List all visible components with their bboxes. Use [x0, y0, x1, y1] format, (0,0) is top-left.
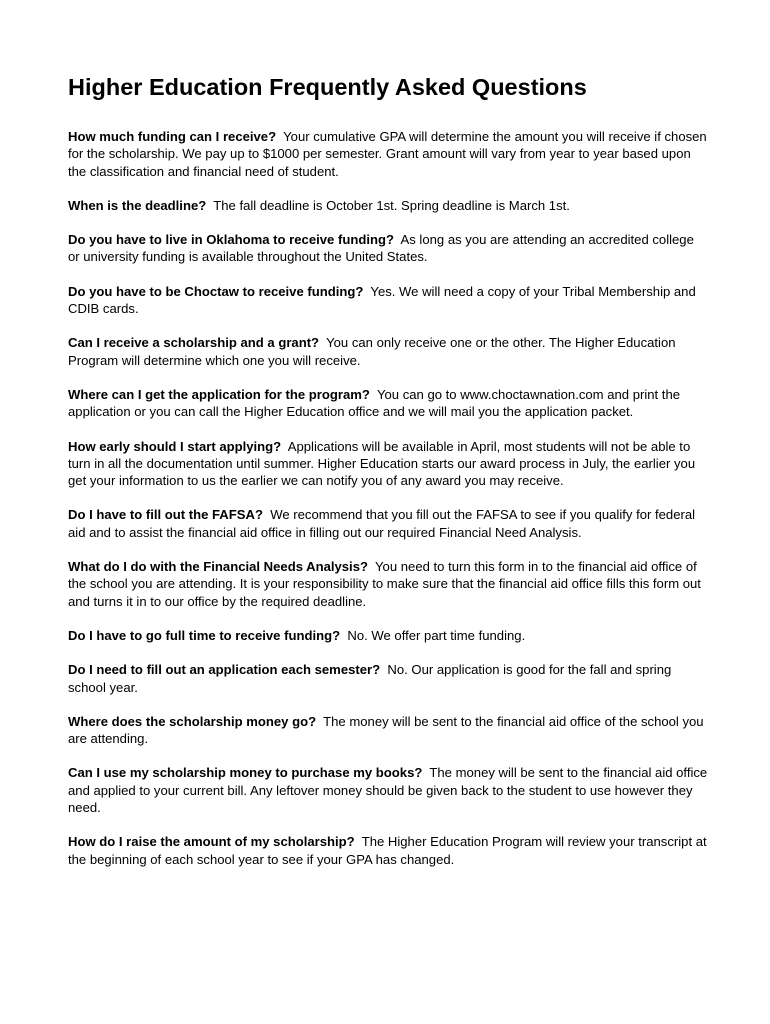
faq-question: Can I use my scholarship money to purchase my books? [68, 765, 423, 781]
faq-question: What do I do with the Financial Needs Analysis? [68, 559, 368, 575]
faq-answer: As long as you are attending an accredited college or university funding is available throughout the United States. [68, 232, 694, 265]
faq-answer: You can go to www.choctawnation.com and print the application or you can call the Higher Education office and we will mail you the application packet. [68, 386, 681, 420]
faq-answer: No. Our application is good for the fall and spring school year. [68, 662, 672, 695]
faq-item [68, 334, 708, 369]
document-page [68, 70, 708, 885]
faq-answer: We recommend that you fill out the FAFSA to see if you qualify for federal aid and to assist the financial aid office in filling out our required Financial Need Analysis. [68, 507, 696, 540]
faq-item [68, 764, 708, 816]
faq-answer: You need to turn this form in to the financial aid office of the school you are attending. It is your responsibility to make sure that the financial aid office fills this form out and turns it in to our office by the required deadline. [68, 559, 701, 609]
faq-answer: The money will be sent to the financial aid office of the school you are attending. [68, 713, 704, 747]
faq-answer: The fall deadline is October 1st. Spring deadline is March 1st. [213, 197, 570, 213]
faq-question: Where can I get the application for the program? [68, 386, 370, 402]
faq-item [68, 627, 708, 644]
faq-question: Do you have to be Choctaw to receive funding? [68, 283, 364, 299]
faq-item [68, 661, 708, 696]
faq-item [68, 386, 708, 421]
faq-answer: You can only receive one or the other. The Higher Education Program will determine which one you will receive. [68, 335, 676, 368]
faq-item [68, 128, 708, 180]
faq-answer: No. We offer part time funding. [347, 627, 526, 643]
faq-item [68, 558, 708, 610]
faq-item [68, 833, 708, 868]
faq-answer: Your cumulative GPA will determine the amount you will receive if chosen for the scholarship. We pay up to $1000 per semester. Grant amount will vary from year to year based upon the classification and financial need of student. [68, 129, 707, 179]
faq-item [68, 438, 708, 490]
faq-question: Do you have to live in Oklahoma to receive funding? [68, 232, 394, 248]
faq-question: Where does the scholarship money go? [68, 713, 317, 729]
page-title: Higher Education Frequently Asked Questions [68, 74, 587, 100]
faq-question: Do I have to fill out the FAFSA? [68, 507, 263, 523]
faq-question: How early should I start applying? [68, 438, 282, 454]
faq-item [68, 283, 708, 318]
faq-item [68, 713, 708, 748]
faq-question: How much funding can I receive? [68, 129, 277, 144]
faq-question: Do I have to go full time to receive funding? [68, 627, 341, 643]
faq-item [68, 197, 708, 214]
faq-question: Can I receive a scholarship and a grant? [68, 335, 320, 351]
faq-answer: The Higher Education Program will review your transcript at the beginning of each school year to see if your GPA has changed. [68, 834, 707, 867]
faq-answer: Yes. We will need a copy of your Tribal Membership and CDIB cards. [68, 283, 696, 317]
faq-question: How do I raise the amount of my scholarship? [68, 834, 355, 850]
faq-answer: The money will be sent to the financial aid office and applied to your current bill. Any leftover money should be given back to the student to use however they need. [68, 765, 708, 816]
faq-item [68, 506, 708, 541]
faq-answer: Applications will be available in April, most students will not be able to turn in all the documentation until summer. Higher Education starts our award process in July, the earlier you get your information to us the earlier we can notify you of any award you may receive. [68, 438, 696, 489]
faq-item [68, 231, 708, 266]
faq-question: Do I need to fill out an application each semester? [68, 662, 381, 678]
faq-list [68, 128, 708, 868]
faq-question: When is the deadline? [68, 197, 207, 213]
